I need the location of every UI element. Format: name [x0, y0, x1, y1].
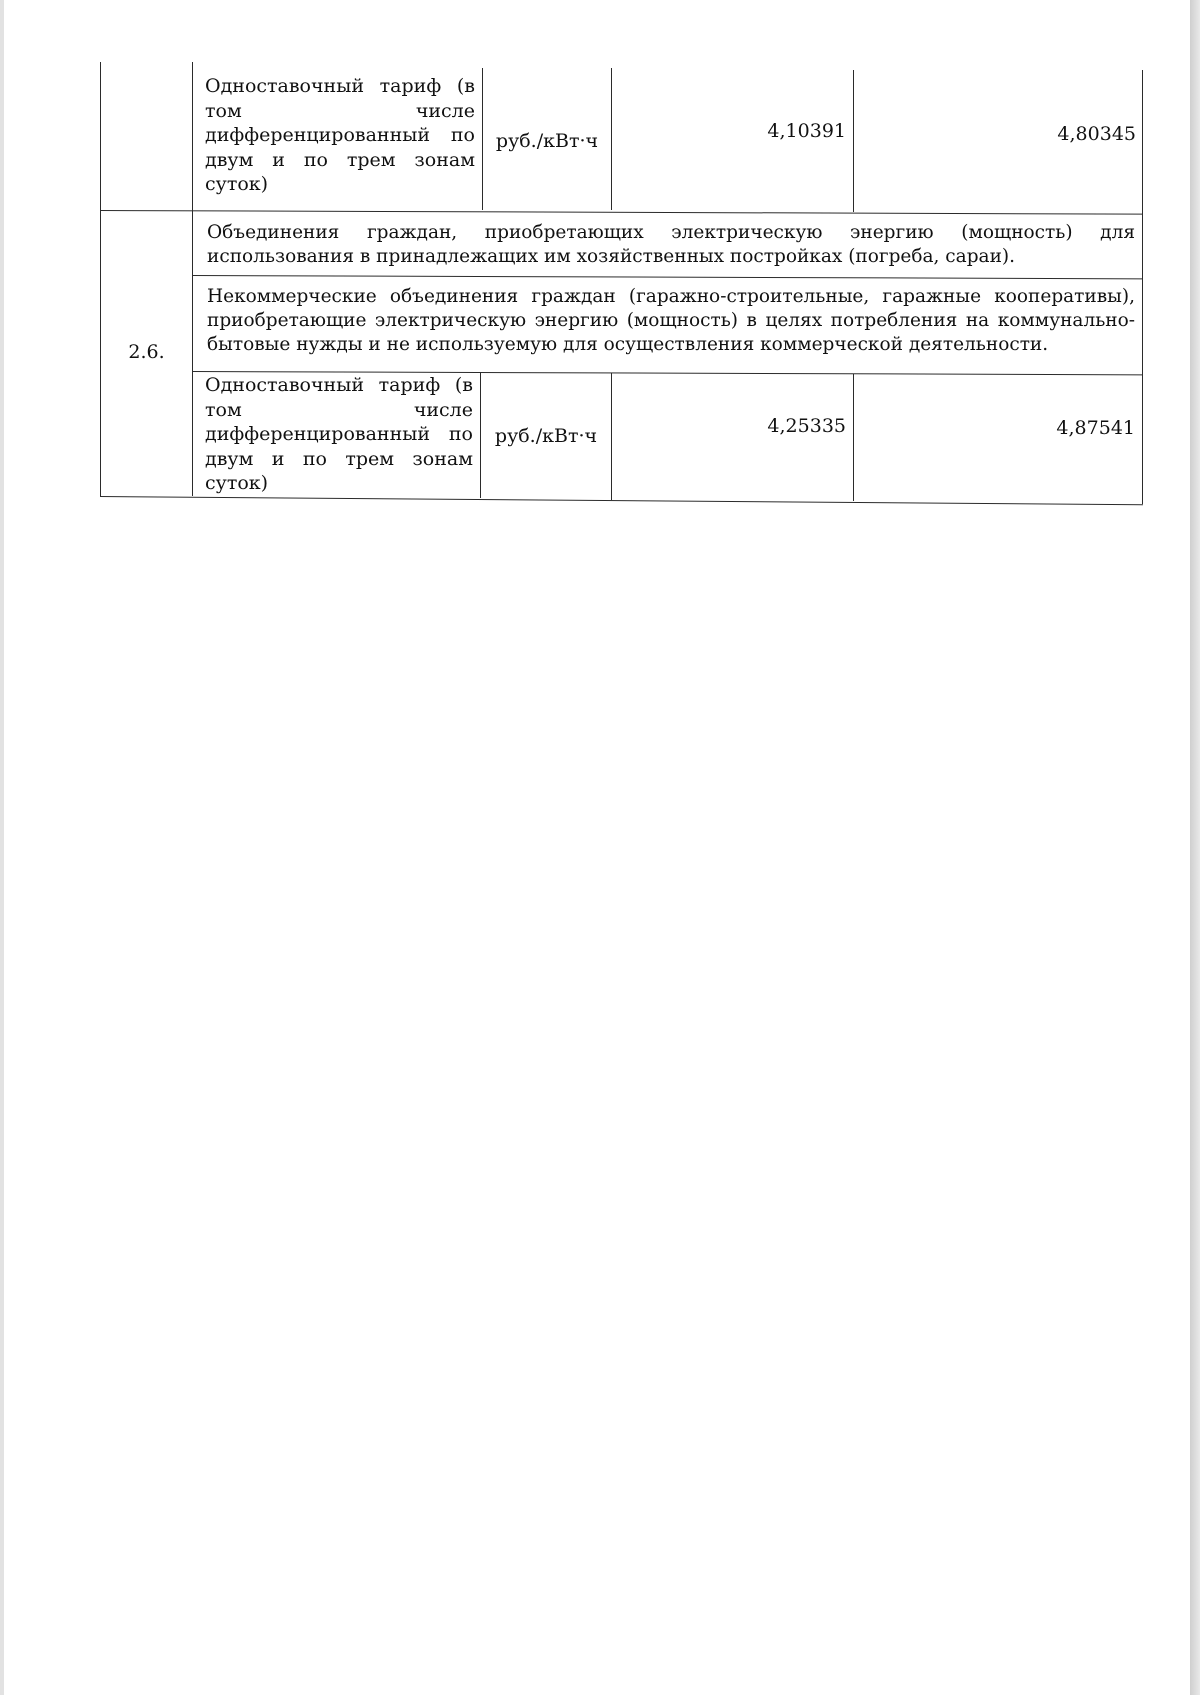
group-2-description: Некоммерческие объединения граждан (гаражно-строительные, гаражные кооперативы), приобретающие электрическую энергию (мощность) в целях потребления на коммунально-бытовые нужды и не используемую для осуществления коммерческой деятельности. [207, 286, 1135, 355]
row1-value-2: 4,80345 [1057, 123, 1136, 145]
section-number: 2.6. [128, 341, 165, 363]
document-page [4, 0, 1190, 1695]
row2-tariff-label: Одноставочный тариф (в том числе дифференцированный по двум и по трем зонам суток) [205, 374, 473, 494]
row2-value1-divider [611, 373, 612, 500]
group1-bottom-border [192, 275, 1143, 279]
group-1-description: Объединения граждан, приобретающих электрическую энергию (мощность) для использования в принадлежащих им хозяйственных постройках (погреба, сараи). [207, 222, 1135, 267]
scan-edge-shadow [1190, 0, 1200, 1695]
row1-value-1: 4,10391 [767, 120, 846, 142]
row2-value2-divider [853, 374, 854, 501]
table-bottom-border [100, 496, 1143, 505]
table-border-right [1142, 70, 1143, 504]
row1-tariff-label: Одноставочный тариф (в том числе дифференцированный по двум и по трем зонам суток) [205, 75, 475, 195]
row1-value2-divider [853, 70, 854, 212]
row1-bottom-border [100, 210, 1143, 215]
row2-value-2: 4,87541 [1056, 417, 1135, 439]
row1-unit: руб./кВт·ч [495, 130, 599, 152]
row2-unit: руб./кВт·ч [494, 425, 598, 447]
row1-value1-divider [611, 68, 612, 210]
table-border-left [100, 62, 101, 496]
number-column-divider [192, 62, 193, 496]
row2-value-1: 4,25335 [767, 415, 846, 437]
